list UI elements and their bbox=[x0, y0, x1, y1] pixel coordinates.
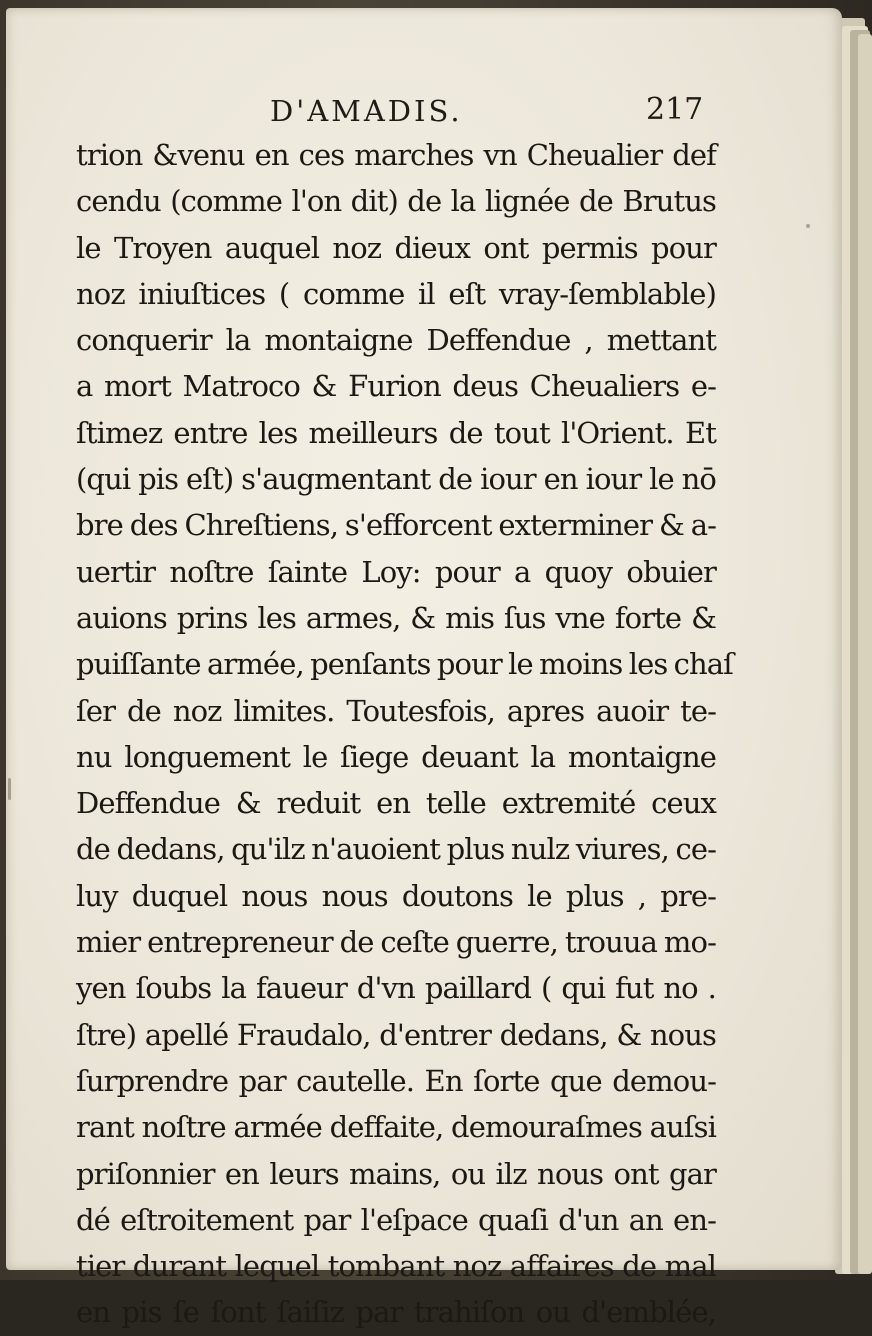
text-line: le Troyen auquel noz dieux ont permis pour bbox=[76, 230, 716, 265]
paper-mark bbox=[8, 778, 11, 800]
text-line: auions prins les armes, & mis ſus vne forte & bbox=[76, 600, 716, 635]
text-line: yen ſoubs la faueur d'vn paillard ( qui fut no . bbox=[76, 971, 716, 1006]
text-line: bre des Chreſtiens, s'efforcent exterminer & a- bbox=[76, 508, 716, 543]
running-head-title: D'AMADIS. bbox=[270, 94, 463, 128]
text-line: tier durant lequel tombant noz affaires de mal bbox=[76, 1249, 716, 1284]
text-line: conquerir la montaigne Deffendue , mettant bbox=[76, 323, 716, 358]
text-line: noz iniuſtices ( comme il eſt vray-ſemblable) bbox=[76, 276, 716, 311]
text-line: ſtre) apellé Fraudalo, d'entrer dedans, & nous bbox=[76, 1017, 716, 1052]
text-line: puiſſante armée, penſants pour le moins les chaſ bbox=[76, 647, 733, 682]
text-line: ſtimez entre les meilleurs de tout l'Orient. Et bbox=[76, 415, 716, 450]
text-line: cendu (comme l'on dit) de la lignée de Brutus bbox=[76, 184, 716, 219]
text-line: priſonnier en leurs mains, ou ilz nous ont gar bbox=[76, 1156, 716, 1191]
text-line: Deffendue & reduit en telle extremité ceux bbox=[76, 786, 716, 821]
text-line: (qui pis eſt) s'augmentant de iour en iour le nō bbox=[76, 462, 716, 497]
text-line: mier entrepreneur de ceſte guerre, trouua mo- bbox=[76, 925, 716, 960]
body-text bbox=[76, 132, 733, 1336]
text-line: rant noſtre armée deffaite, demouraſmes auſsi bbox=[76, 1110, 716, 1145]
text-line: ſer de noz limites. Toutesfois, apres auoir te- bbox=[76, 693, 716, 728]
paper-leaf bbox=[6, 8, 842, 1330]
text-line: nu longuement le ſiege deuant la montaigne bbox=[76, 739, 716, 774]
page-number: 217 bbox=[646, 92, 704, 127]
text-line: dé eſtroitement par l'eſpace quaſi d'un an en- bbox=[76, 1202, 716, 1237]
text-line: uertir noſtre ſainte Loy: pour a quoy obuier bbox=[76, 554, 716, 589]
text-line: ſurprendre par cautelle. En ſorte que demou- bbox=[76, 1063, 716, 1098]
text-line: en pis ſe ſont ſaiſiz par trahiſon ou d'emblée, bbox=[76, 1295, 716, 1330]
page-edge bbox=[858, 34, 872, 1274]
text-line: de dedans, qu'ilz n'auoient plus nulz viures, ce- bbox=[76, 832, 716, 867]
text-line: luy duquel nous nous doutons le plus , pre- bbox=[76, 878, 716, 913]
paper-speck bbox=[806, 224, 810, 228]
text-line: trion &venu en ces marches vn Cheualier def bbox=[76, 138, 716, 172]
running-head bbox=[6, 94, 842, 134]
text-line: a mort Matroco & Furion deus Cheualiers e- bbox=[76, 369, 716, 404]
